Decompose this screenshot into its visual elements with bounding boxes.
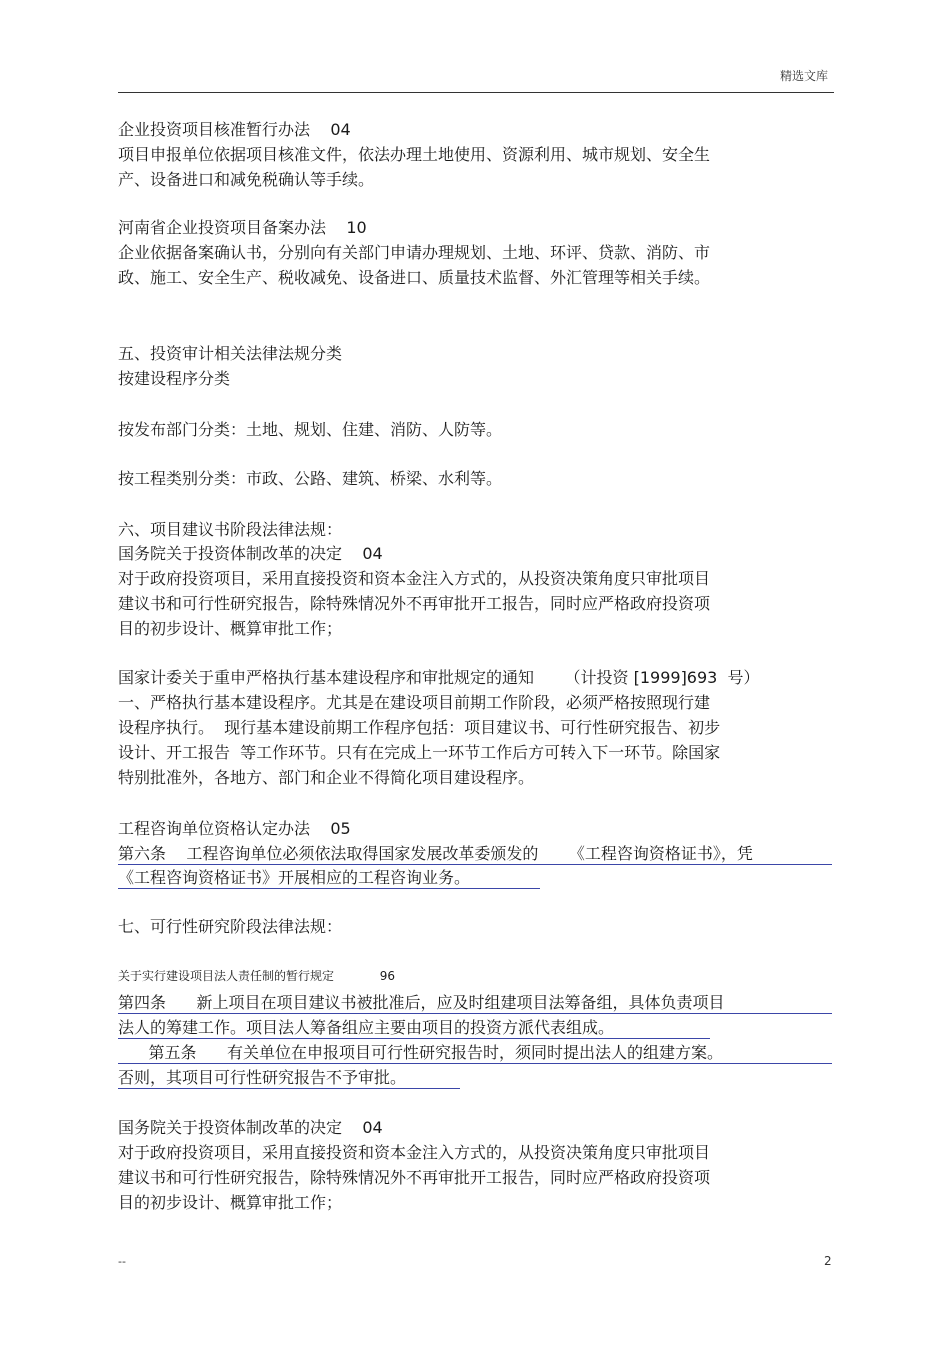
text-line: 目的初步设计、概算审批工作；	[118, 619, 343, 638]
text-line: 第四条 新上项目在项目建议书被批准后，应及时组建项目法筹备组，具体负责项目	[118, 993, 725, 1012]
underline	[118, 1013, 832, 1014]
text-line: 项目申报单位依据项目核准文件，依法办理土地使用、资源利用、城市规划、安全生	[118, 145, 711, 164]
section-heading: 七、可行性研究阶段法律法规：	[118, 917, 343, 936]
text-line: 一、严格执行基本建设程序。尤其是在建设项目前期工作阶段，必须严格按照现行建	[118, 693, 711, 712]
underline	[118, 864, 832, 865]
text-line: 法人的筹建工作。项目法人筹备组应主要由项目的投资方派代表组成。	[118, 1018, 615, 1037]
text-line: 第五条 有关单位在申报项目可行性研究报告时，须同时提出法人的组建方案。	[118, 1043, 724, 1062]
text-line: 企业投资项目核准暂行办法 04	[118, 120, 351, 139]
text-line: 关于实行建设项目法人责任制的暂行规定 96	[118, 969, 396, 983]
text-line: 对于政府投资项目，采用直接投资和资本金注入方式的，从投资决策角度只审批项目	[118, 569, 711, 588]
underline	[118, 1063, 832, 1064]
text-line: 工程咨询单位资格认定办法 05	[118, 819, 351, 838]
underline	[118, 1088, 460, 1089]
text-line: 按建设程序分类	[118, 369, 231, 388]
underline	[118, 888, 540, 889]
header-label: 精选文库	[779, 69, 828, 83]
page-header	[118, 62, 834, 93]
text-line: 国务院关于投资体制改革的决定 04	[118, 544, 383, 563]
text-line: 建议书和可行性研究报告，除特殊情况外不再审批开工报告，同时应严格政府投资项	[118, 594, 711, 613]
text-line: 产、设备进口和减免税确认等手续。	[118, 170, 375, 189]
text-line: 河南省企业投资项目备案办法 10	[118, 218, 367, 237]
text-line: 特别批准外，各地方、部门和企业不得简化项目建设程序。	[118, 768, 535, 787]
footer-left: --	[118, 1255, 126, 1268]
text-line: 按工程类别分类：市政、公路、建筑、桥梁、水利等。	[118, 469, 503, 488]
text-line: 企业依据备案确认书，分别向有关部门申请办理规划、土地、环评、贷款、消防、市	[118, 243, 711, 262]
section-heading: 六、项目建议书阶段法律法规：	[118, 520, 343, 539]
text-line: 设程序执行。 现行基本建设前期工作程序包括：项目建议书、可行性研究报告、初步	[118, 718, 721, 737]
section-heading: 五、投资审计相关法律法规分类	[118, 344, 343, 363]
text-line: 第六条 工程咨询单位必须依法取得国家发展改革委颁发的 《工程咨询资格证书》，凭	[118, 844, 753, 863]
text-line: 建议书和可行性研究报告，除特殊情况外不再审批开工报告，同时应严格政府投资项	[118, 1168, 711, 1187]
page-number: 2	[824, 1254, 832, 1268]
text-line: 政、施工、安全生产、税收减免、设备进口、质量技术监督、外汇管理等相关手续。	[118, 268, 711, 287]
text-line: 否则，其项目可行性研究报告不予审批。	[118, 1068, 407, 1087]
text-line: 国务院关于投资体制改革的决定 04	[118, 1118, 383, 1137]
text-line: 《工程咨询资格证书》开展相应的工程咨询业务。	[118, 868, 471, 887]
text-line: 对于政府投资项目，采用直接投资和资本金注入方式的，从投资决策角度只审批项目	[118, 1143, 711, 1162]
text-line: 目的初步设计、概算审批工作；	[118, 1193, 343, 1212]
text-line: 国家计委关于重申严格执行基本建设程序和审批规定的通知 （计投资 [1999]693 号）	[118, 668, 760, 687]
underline	[118, 1038, 710, 1039]
text-line: 按发布部门分类：土地、规划、住建、消防、人防等。	[118, 420, 503, 439]
text-line: 设计、开工报告 等工作环节。只有在完成上一环节工作后方可转入下一环节。除国家	[118, 743, 721, 762]
